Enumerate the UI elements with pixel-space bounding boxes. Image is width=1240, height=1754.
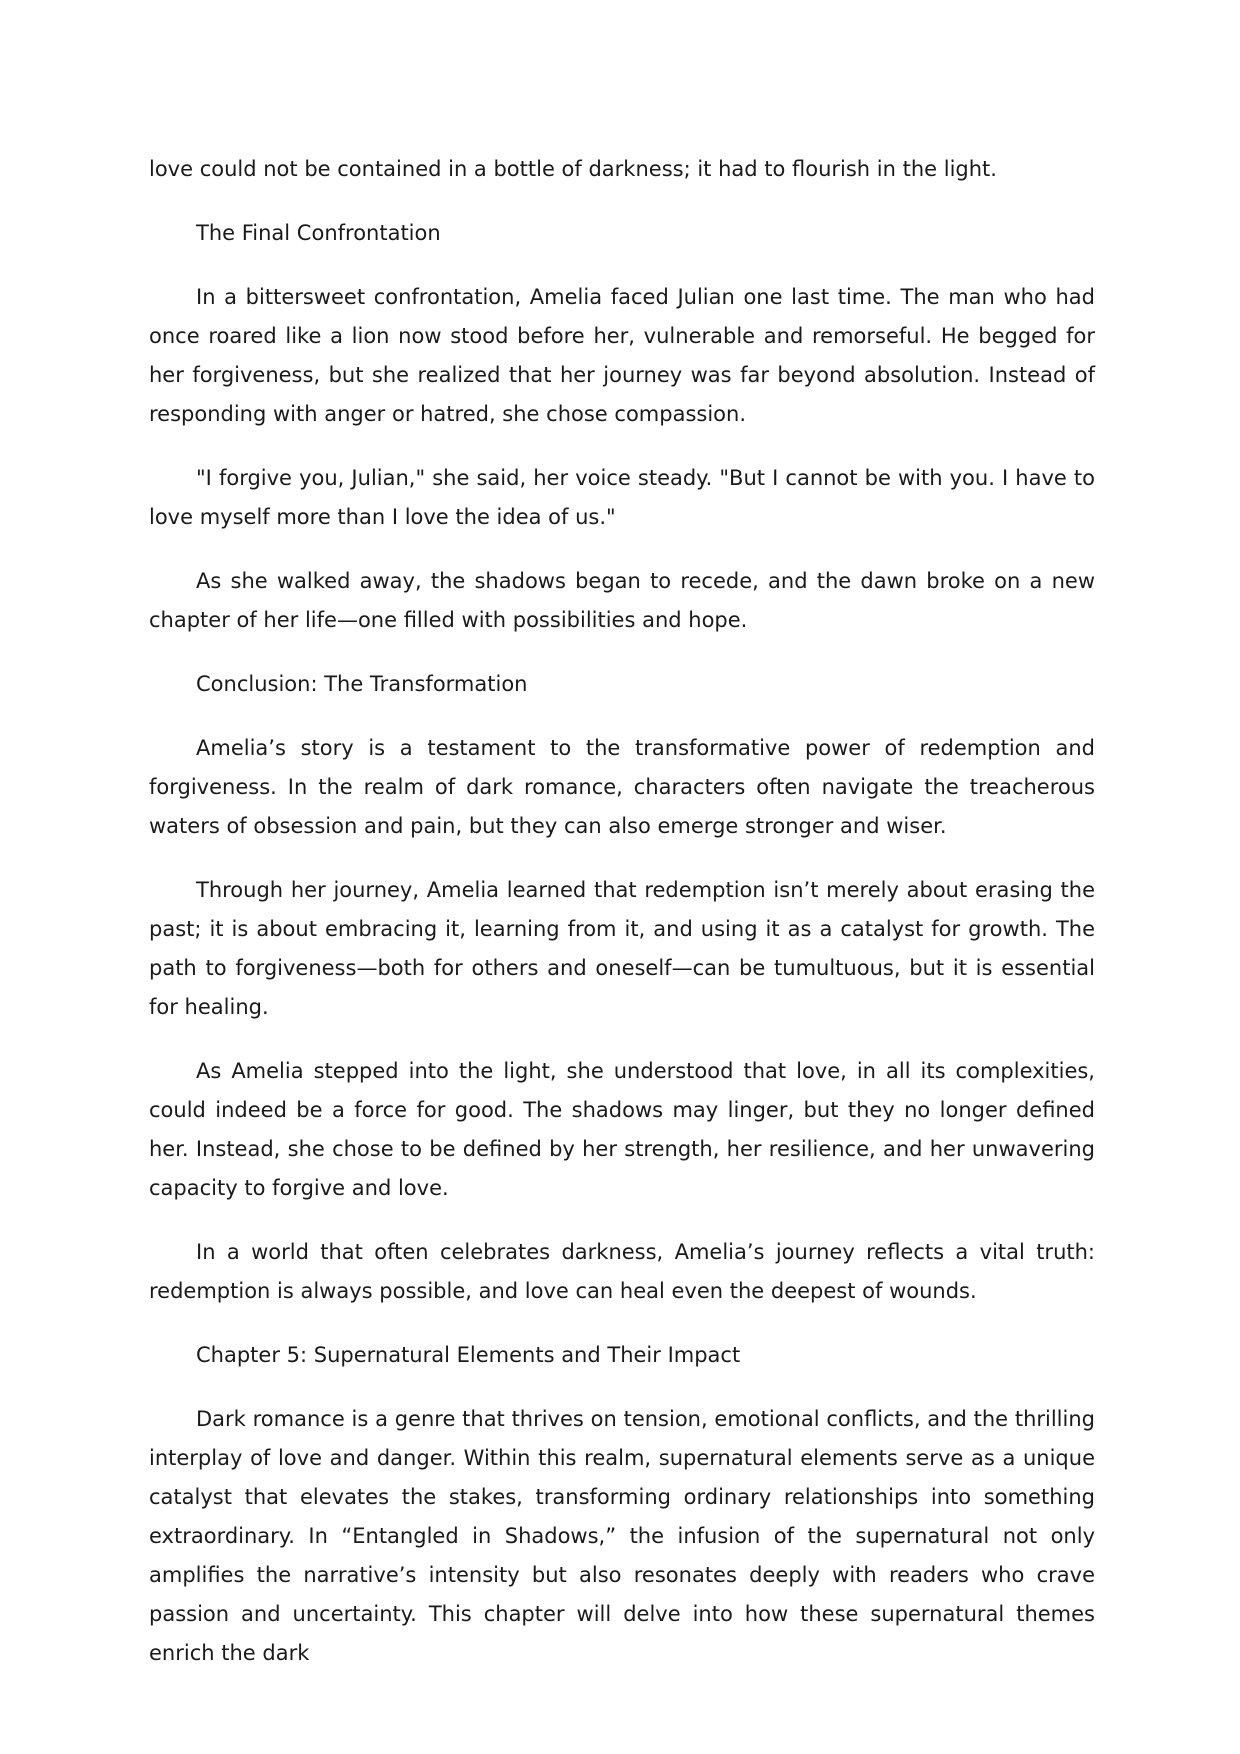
paragraph: Dark romance is a genre that thrives on tension, emotional conflicts, and the thrilling interplay of love and danger. Within this realm, supernatural elements serve as a unique catalyst that elevates the stakes, transforming ordinary relationships into something extraordinary. In “Entangled in Shadows,” the infusion of the supernatural not only amplifies the narrative’s intensity but also resonates deeply with readers who crave passion and uncertainty. This chapter will delve into how these supernatural themes enrich the dark [149, 1407, 1095, 1665]
paragraph: In a bittersweet confrontation, Amelia faced Julian one last time. The man who had once roared like a lion now stood before her, vulnerable and remorseful. He begged for her forgiveness, but she realized that her journey was far beyond absolution. Instead of responding with anger or hatred, she chose compassion. [149, 285, 1095, 426]
paragraph: "I forgive you, Julian," she said, her voice steady. "But I cannot be with you. I have to love myself more than I love the idea of us." [149, 466, 1095, 529]
paragraph: In a world that often celebrates darkness, Amelia’s journey reflects a vital truth: redemption is always possible, and love can heal even the deepest of wounds. [149, 1240, 1095, 1303]
paragraph: As she walked away, the shadows began to recede, and the dawn broke on a new chapter of her life—one filled with possibilities and hope. [149, 569, 1095, 632]
paragraph: As Amelia stepped into the light, she understood that love, in all its complexities, could indeed be a force for good. The shadows may linger, but they no longer defined her. Instead, she chose to be defined by her strength, her resilience, and her unwavering capacity to forgive and love. [149, 1059, 1095, 1200]
paragraph: Through her journey, Amelia learned that redemption isn’t merely about erasing the past; it is about embracing it, learning from it, and using it as a catalyst for growth. The path to forgiveness—both for others and oneself—can be tumultuous, but it is essential for healing. [149, 878, 1095, 1019]
text-column [149, 150, 1095, 1698]
paragraph: Amelia’s story is a testament to the transformative power of redemption and forgiveness. In the realm of dark romance, characters often navigate the treacherous waters of obsession and pain, but they can also emerge stronger and wiser. [149, 736, 1095, 838]
section-heading-final-confrontation: The Final Confrontation [196, 221, 441, 245]
section-heading-conclusion: Conclusion: The Transformation [196, 672, 528, 696]
paragraph-continuation: love could not be contained in a bottle of darkness; it had to flourish in the light. [149, 157, 997, 181]
chapter-heading: Chapter 5: Supernatural Elements and Their Impact [196, 1343, 741, 1367]
